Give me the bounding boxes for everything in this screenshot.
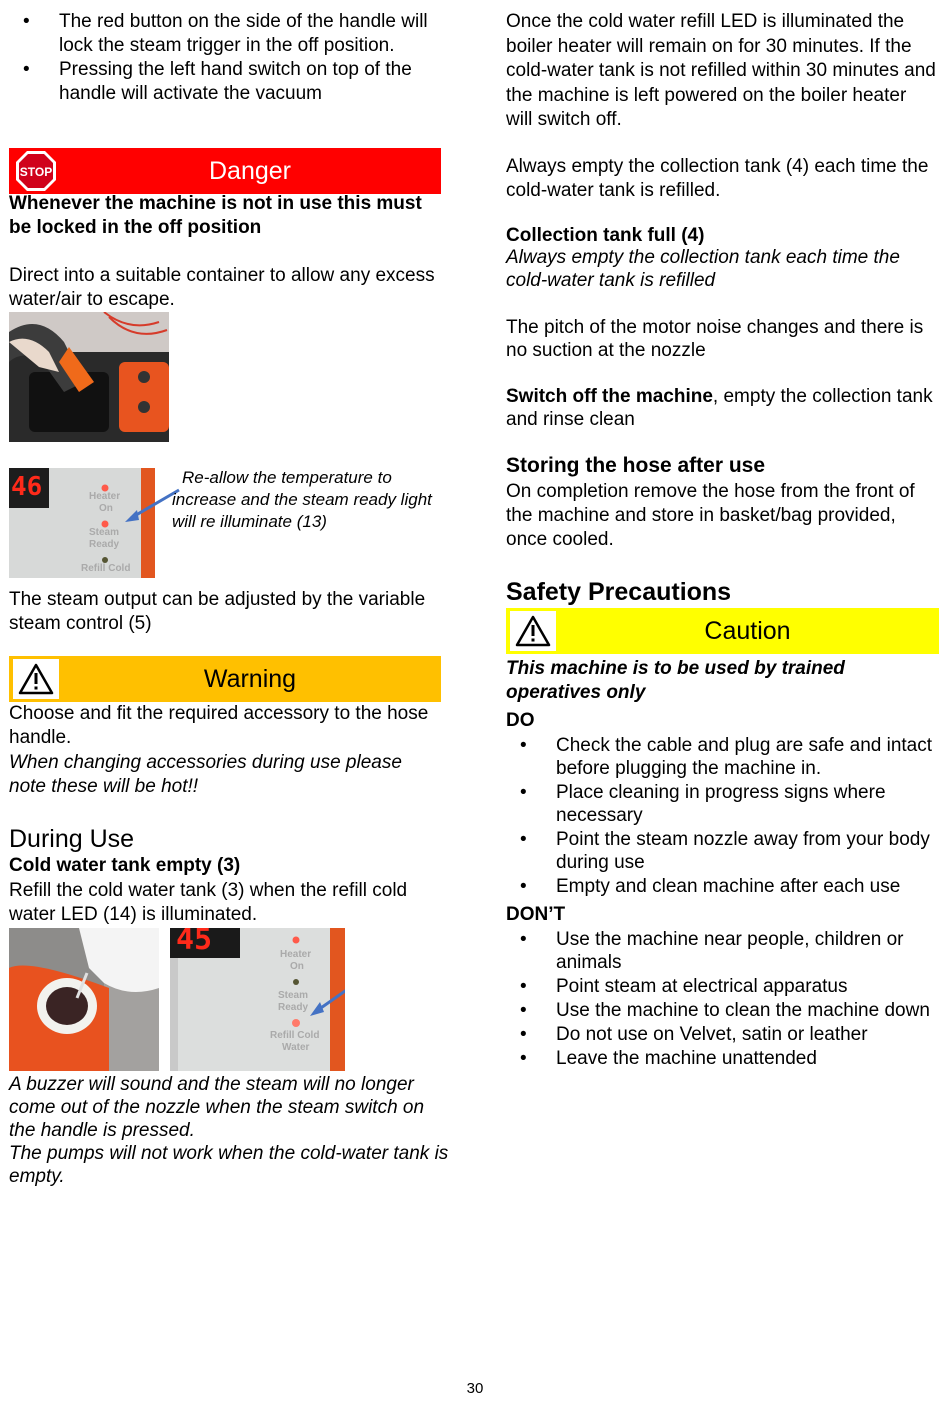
list-item: • Use the machine to clean the machine down — [506, 999, 942, 1022]
list-item: • Check the cable and plug are safe and intact before plugging the machine in. — [506, 734, 942, 780]
panel-label-on: On — [99, 503, 113, 514]
refill-tank-photo — [9, 928, 159, 1071]
panel-label-steam: Steam — [89, 527, 120, 538]
panel-display: 46 — [11, 472, 43, 502]
caution-triangle-icon — [510, 611, 556, 651]
trained-operatives-text: This machine is to be used by trained operatives only — [506, 658, 845, 703]
list-item: • Do not use on Velvet, satin or leather — [506, 1023, 942, 1046]
nozzle-container-photo — [9, 312, 169, 442]
buzzer-text: A buzzer will sound and the steam will no longer come out of the nozzle when the steam switch on the handle is pressed. — [9, 1074, 425, 1141]
hot-accessory-text: When changing accessories during use please note these will be hot!! — [9, 752, 402, 797]
accessory-text: Choose and fit the required accessory to the hose handle. — [9, 703, 429, 748]
switch-off-rest: , empty the collection tank and rinse clean — [506, 386, 933, 430]
list-item: • Empty and clean machine after each use — [506, 875, 942, 898]
pitch-text: The pitch of the motor noise changes and there is no suction at the nozzle — [506, 317, 924, 361]
always-empty-text: Always empty the collection tank (4) each time the cold-water tank is refilled. — [506, 156, 929, 201]
warning-title: Warning — [203, 665, 297, 693]
caution-banner — [506, 608, 939, 654]
storing-heading: Storing the hose after use — [506, 454, 766, 477]
list-item: • Use the machine near people, children or animals — [506, 928, 942, 974]
danger-banner — [9, 148, 441, 194]
caution-title: Caution — [704, 617, 791, 645]
panel2-label-refill: Refill Cold — [270, 1030, 320, 1041]
danger-warning-text: Whenever the machine is not in use this must be locked in the off position — [9, 193, 422, 238]
direct-container-text: Direct into a suitable container to allow any excess water/air to escape. — [9, 265, 435, 310]
danger-title: Danger — [209, 157, 291, 185]
refill-text: Refill the cold water tank (3) when the refill cold water LED (14) is illuminated. — [9, 880, 408, 925]
panel2-label-on: On — [290, 961, 304, 972]
stop-sign-icon — [13, 151, 59, 191]
panel2-label-heater: Heater — [280, 949, 312, 960]
list-item: • Point the steam nozzle away from your body during use — [506, 828, 942, 874]
list-item: • Leave the machine unattended — [506, 1047, 942, 1070]
reallow-caption: Re-allow the temperature to increase and the steam ready light will re illuminate (13) — [172, 468, 432, 531]
during-use-heading: During Use — [9, 825, 135, 853]
list-item: • Place cleaning in progress signs where necessary — [506, 781, 942, 827]
list-item: • Pressing the left hand switch on top of the handle will activate the vacuum — [9, 58, 449, 106]
collection-full-italic: Always empty the collection tank each time the cold-water tank is refilled — [506, 247, 900, 291]
steam-output-text: The steam output can be adjusted by the variable steam control (5) — [9, 589, 426, 634]
dont-label: DON’T — [506, 904, 566, 925]
panel2-display: 45 — [176, 928, 213, 957]
panel-label-heater: Heater — [89, 491, 121, 502]
refill-led-text: Once the cold water refill LED is illuminated the boiler heater will remain on for 30 minutes. If the cold-water tank is not refilled within 30 minutes and the machine is left powered on the boiler heater will switch off. — [506, 11, 936, 130]
panel-label-ready: Ready — [89, 539, 120, 550]
refill-led-panel-photo — [170, 928, 345, 1071]
dont-list — [506, 928, 942, 1070]
do-list — [506, 734, 942, 898]
cold-tank-empty-heading: Cold water tank empty (3) — [9, 855, 241, 876]
panel2-label-ready: Ready — [278, 1002, 309, 1013]
do-label: DO — [506, 710, 535, 731]
safety-heading: Safety Precautions — [506, 578, 732, 606]
warning-triangle-icon — [13, 659, 59, 699]
svg-text:STOP: STOP — [19, 165, 53, 179]
panel-label-refill: Refill Cold — [81, 563, 131, 574]
list-item: • Point steam at electrical apparatus — [506, 975, 942, 998]
list-item: • The red button on the side of the handle will lock the steam trigger in the off position. — [9, 10, 449, 58]
switch-off-text — [506, 385, 936, 431]
handle-bullet-list — [9, 10, 449, 106]
storing-text: On completion remove the hose from the front of the machine and store in basket/bag provided, once cooled. — [506, 481, 915, 550]
page-number: 30 — [466, 1380, 484, 1397]
warning-banner — [9, 656, 441, 702]
switch-off-bold: Switch off the machine — [506, 386, 713, 407]
panel2-label-steam: Steam — [278, 990, 309, 1001]
pumps-text: The pumps will not work when the cold-water tank is empty. — [9, 1143, 449, 1187]
panel2-label-water: Water — [282, 1042, 310, 1053]
collection-full-heading: Collection tank full (4) — [506, 225, 705, 246]
